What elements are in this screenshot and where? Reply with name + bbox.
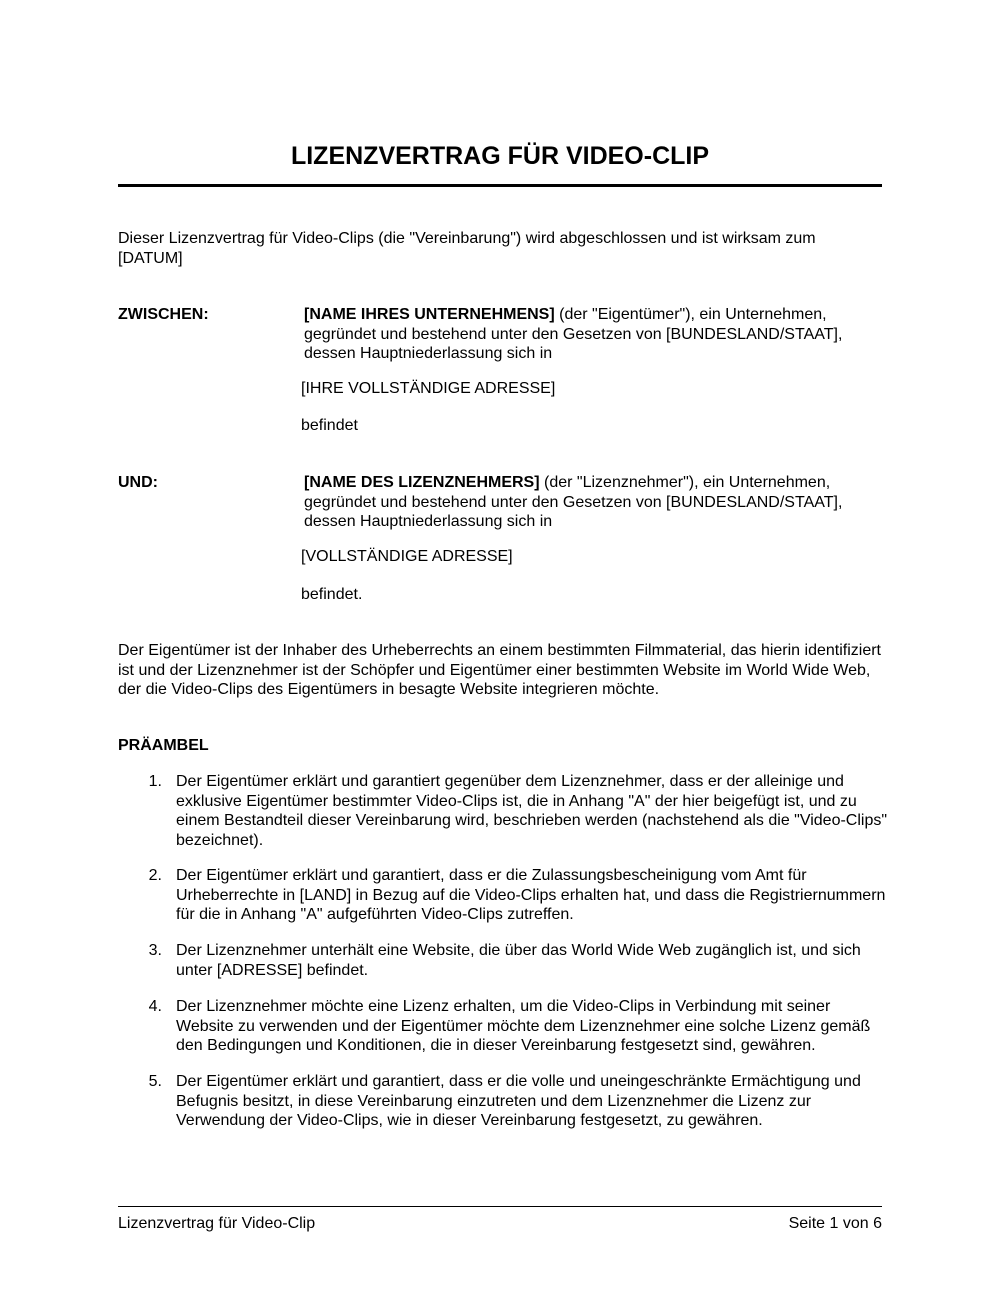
list-item-text: Der Eigentümer erklärt und garantiert gegenüber dem Lizenznehmer, dass er der alleinige und exklusive Eigentümer bestimmter Video-Clips ist, die in Anhang "A" der hier beigefügt ist, und zu einem Bestandteil dieser Vereinbarung wird, beschrieben werden (nachstehend als die "Video-Clips" bezeichnet). bbox=[176, 773, 888, 849]
party-licensee-address: [VOLLSTÄNDIGE ADRESSE] bbox=[301, 548, 513, 565]
party-owner-text bbox=[304, 305, 884, 364]
list-item-text: Der Lizenznehmer unterhält eine Website, die über das World Wide Web zugänglich ist, und sich unter [ADRESSE] befindet. bbox=[176, 942, 861, 979]
party-licensee-text bbox=[304, 473, 884, 532]
party-licensee-closing: befindet. bbox=[301, 586, 363, 603]
list-item-number: 1. bbox=[148, 773, 162, 790]
party-label-between: ZWISCHEN: bbox=[118, 306, 209, 323]
footer-page-number: Seite 1 von 6 bbox=[788, 1215, 882, 1232]
intro-paragraph: Dieser Lizenzvertrag für Video-Clips (die "Vereinbarung") wird abgeschlossen und ist wirksam zum [DATUM] bbox=[118, 230, 816, 267]
party-owner-name: [NAME IHRES UNTERNEHMENS] bbox=[304, 306, 555, 323]
footer-document-name: Lizenzvertrag für Video-Clip bbox=[118, 1215, 316, 1232]
party-owner-closing: befindet bbox=[301, 417, 358, 434]
party-label-and: UND: bbox=[118, 474, 158, 491]
party-licensee-name: [NAME DES LIZENZNEHMERS] bbox=[304, 474, 540, 491]
list-item-text: Der Eigentümer erklärt und garantiert, dass er die Zulassungsbescheinigung vom Amt für Urheberrechte in [LAND] in Bezug auf die Video-Clips erhalten hat, und dass die Registriernummern für die in Anhang "A" aufgeführten Video-Clips zutreffen. bbox=[176, 867, 886, 923]
party-owner-description: (der "Eigentümer"), ein Unternehmen, gegründet und bestehend unter den Gesetzen von [BUNDESLAND/STAAT], dessen Hauptniederlassung sich in bbox=[304, 306, 843, 362]
recital-paragraph: Der Eigentümer ist der Inhaber des Urheberrechts an einem bestimmten Filmmaterial, das hierin identifiziert ist und der Lizenznehmer ist der Schöpfer und Eigentümer einer bestimmten Website im World Wide Web, der die Video-Clips des Eigentümers in besagte Website integrieren möchte. bbox=[118, 642, 881, 698]
preamble-heading: PRÄAMBEL bbox=[118, 737, 209, 754]
list-item-number: 4. bbox=[148, 998, 162, 1015]
footer-divider bbox=[118, 1206, 882, 1207]
list-item-number: 3. bbox=[148, 942, 162, 959]
party-owner-address: [IHRE VOLLSTÄNDIGE ADRESSE] bbox=[301, 380, 556, 397]
title-divider bbox=[118, 184, 882, 187]
document-title: LIZENZVERTRAG FÜR VIDEO-CLIP bbox=[290, 142, 710, 170]
list-item-text: Der Lizenznehmer möchte eine Lizenz erhalten, um die Video-Clips in Verbindung mit seiner Website zu verwenden und der Eigentümer möchte dem Lizenznehmer eine solche Lizenz gemäß den Bedingungen und Konditionen, die in dieser Vereinbarung festgesetzt sind, gewähren. bbox=[176, 998, 871, 1054]
party-licensee-description: (der "Lizenznehmer"), ein Unternehmen, gegründet und bestehend unter den Gesetzen von [BUNDESLAND/STAAT], dessen Hauptniederlassung sich in bbox=[304, 474, 843, 530]
list-item-number: 2. bbox=[148, 867, 162, 884]
list-item-number: 5. bbox=[148, 1073, 162, 1090]
list-item-text: Der Eigentümer erklärt und garantiert, dass er die volle und uneingeschränkte Ermächtigung und Befugnis besitzt, in diese Vereinbarung einzutreten und dem Lizenznehmer die Lizenz zur Verwendung der Video-Clips, wie in dieser Vereinbarung festgesetzt, zu gewähren. bbox=[176, 1073, 861, 1129]
